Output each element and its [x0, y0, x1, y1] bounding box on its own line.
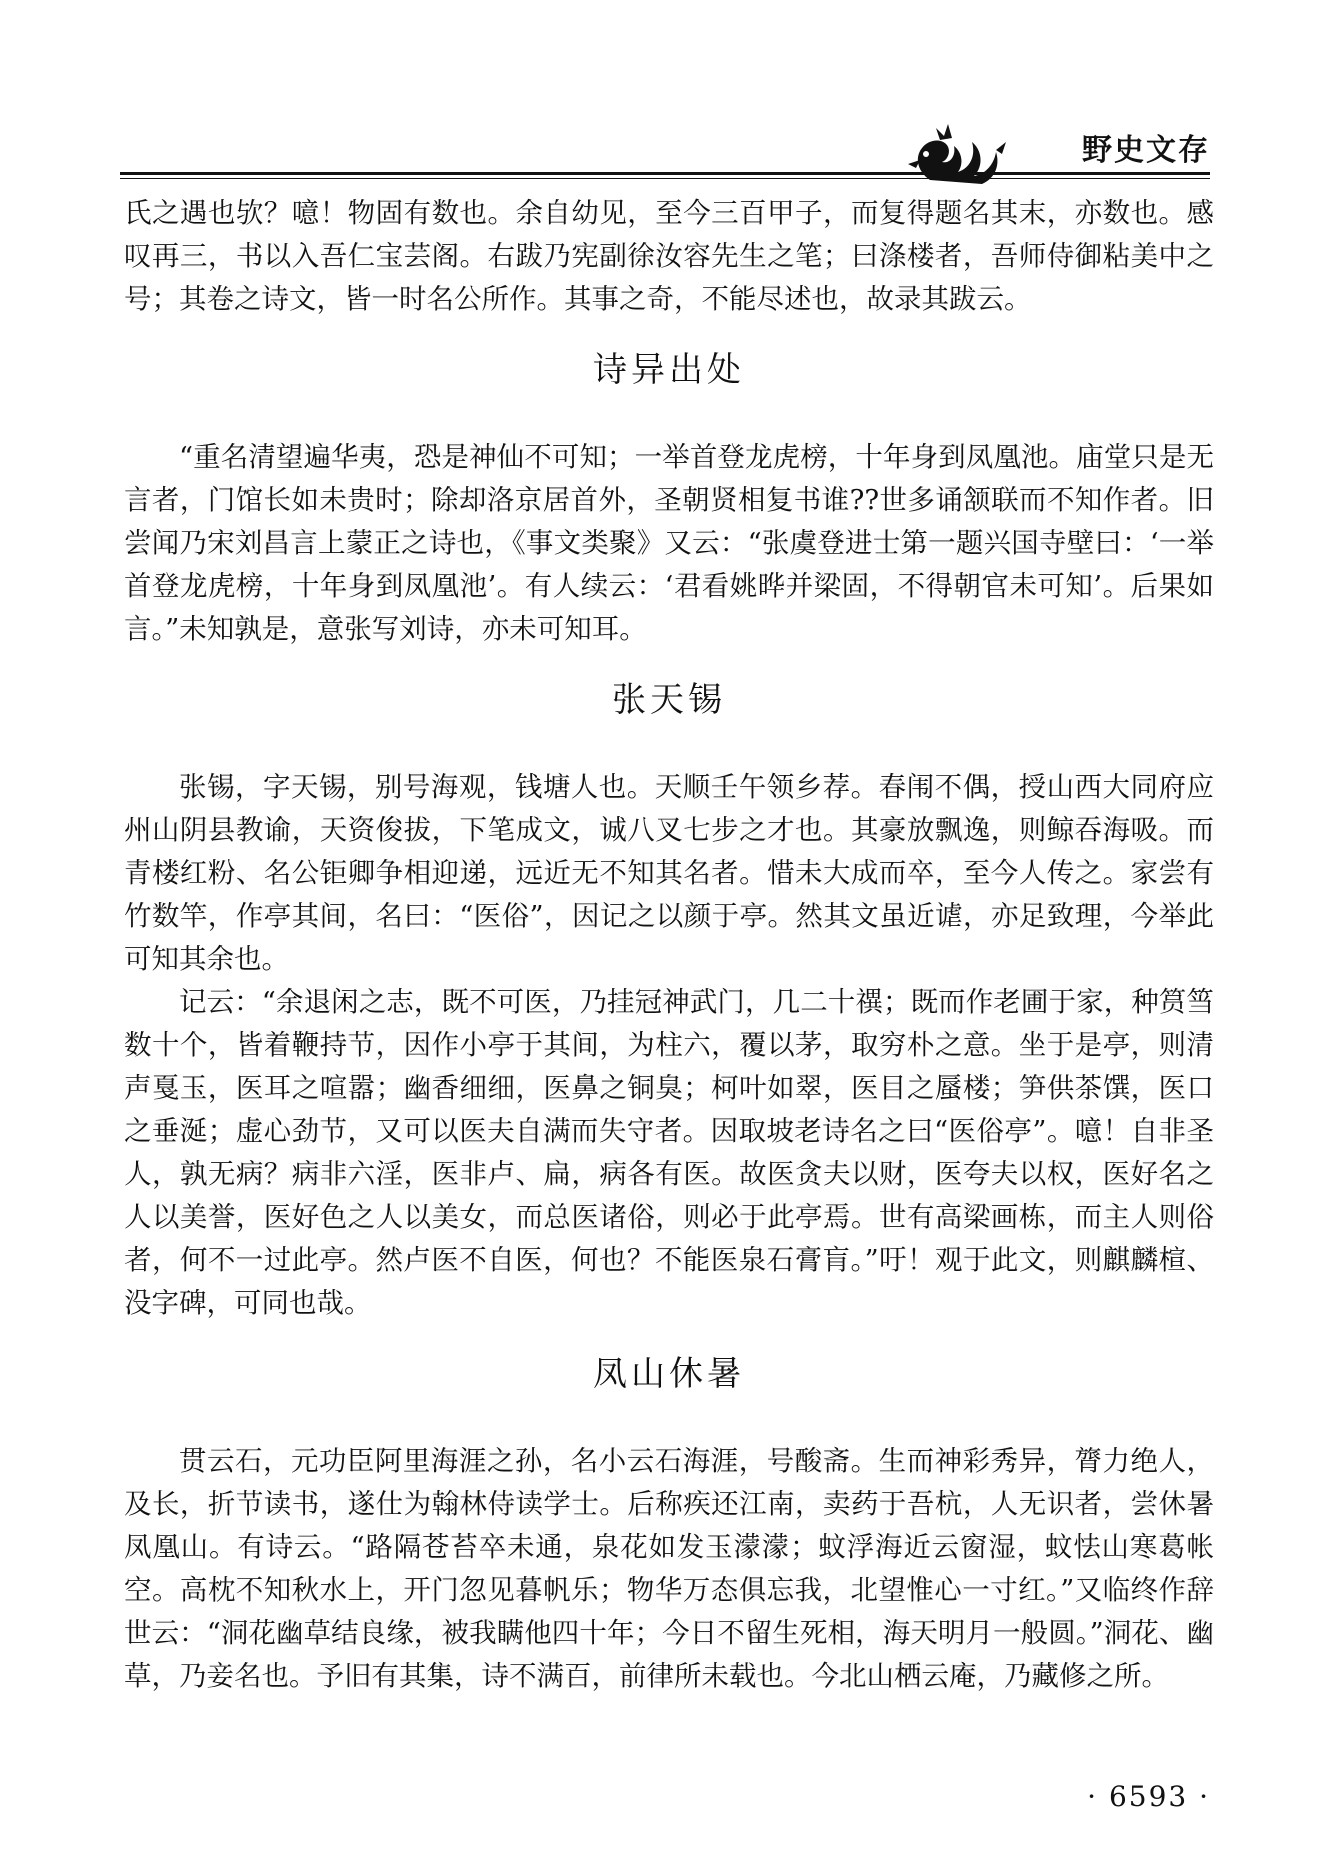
section-title: 张天锡	[612, 680, 726, 720]
body-text	[124, 192, 1214, 1698]
paragraph: 张锡，字天锡，别号海观，钱塘人也。天顺壬午领乡荐。春闱不偶，授山西大同府应州山阴县教谕，天资俊拔，下笔成文，诚八叉七步之才也。其豪放飘逸，则鲸吞海吸。而青楼红粉、名公钜卿争相迎递，远近无不知其名者。惜未大成而卒，至今人传之。家尝有竹数竿，作亭其间，名曰：“医俗”，因记之以颜于亭。然其文虽近谑，亦足致理，今举此可知其余也。	[124, 771, 1214, 975]
dragon-emblem-icon	[900, 120, 1010, 190]
header-rule	[120, 172, 1210, 175]
paragraph: 记云：“余退闲之志，既不可医，乃挂冠神武门，几二十禩；既而作老圃于家，种筼筜数十个，皆着鞭持节，因作小亭于其间，为柱六，覆以茅，取穷朴之意。坐于是亭，则清声戛玉，医耳之喧嚣；幽香细细，医鼻之铜臭；柯叶如翠，医目之蜃楼；笋供茶馔，医口之垂涎；虚心劲节，又可以医夫自满而失守者。因取坡老诗名之曰“医俗亭”。噫！自非圣人，孰无病？病非六淫，医非卢、扁，病各有医。故医贪夫以财，医夸夫以权，医好名之人以美誉，医好色之人以美女，而总医诸俗，则必于此亭焉。世有高梁画栋，而主人则俗者，何不一过此亭。然卢医不自医，何也？不能医泉石膏肓。”吁！观于此文，则麒麟楦、没字碑，可同也哉。	[124, 986, 1214, 1319]
section-title: 凤山休暑	[593, 1354, 745, 1394]
running-header	[120, 100, 1210, 190]
intro-paragraph: 氏之遇也欤？噫！物固有数也。余自幼见，至今三百甲子，而复得题名其末，亦数也。感叹再三，书以入吾仁宝芸阁。右跋乃宪副徐汝容先生之笔；曰涤楼者，吾师侍御粘美中之号；其卷之诗文，皆一时名公所作。其事之奇，不能尽述也，故录其跋云。	[124, 197, 1214, 315]
paragraph: “重名清望遍华夷，恐是神仙不可知；一举首登龙虎榜，十年身到凤凰池。庙堂只是无言者，门馆长如未贵时；除却洛京居首外，圣朝贤相复书谁??世多诵颔联而不知作者。旧尝闻乃宋刘昌言上蒙正之诗也，《事文类聚》又云：“张虞登进士第一题兴国寺壁曰：‘一举首登龙虎榜，十年身到凤凰池’。有人续云：‘君看姚晔并梁固，不得朝官未可知’。后果如言。”未知孰是，意张写刘诗，亦未可知耳。	[124, 441, 1214, 645]
header-title: 野史文存	[1082, 133, 1210, 168]
header-rule-thin	[120, 178, 1210, 179]
section-title: 诗异出处	[593, 350, 745, 390]
page-number: · 6593 ·	[1087, 1780, 1210, 1813]
paragraph: 贯云石，元功臣阿里海涯之孙，名小云石海涯，号酸斋。生而神彩秀异，膂力绝人，及长，折节读书，遂仕为翰林侍读学士。后称疾还江南，卖药于吾杭，人无识者，尝休暑凤凰山。有诗云。“路隔苍苔卒未通，泉花如发玉濛濛；蚊浮海近云窗湿，蚊怯山寒葛帐空。高枕不知秋水上，开门忽见暮帆乐；物华万态俱忘我，北望惟心一寸红。”又临终作辞世云：“洞花幽草结良缘，被我瞒他四十年；今日不留生死相，海天明月一般圆。”洞花、幽草，乃妾名也。予旧有其集，诗不满百，前律所未载也。今北山栖云庵，乃藏修之所。	[124, 1445, 1214, 1692]
